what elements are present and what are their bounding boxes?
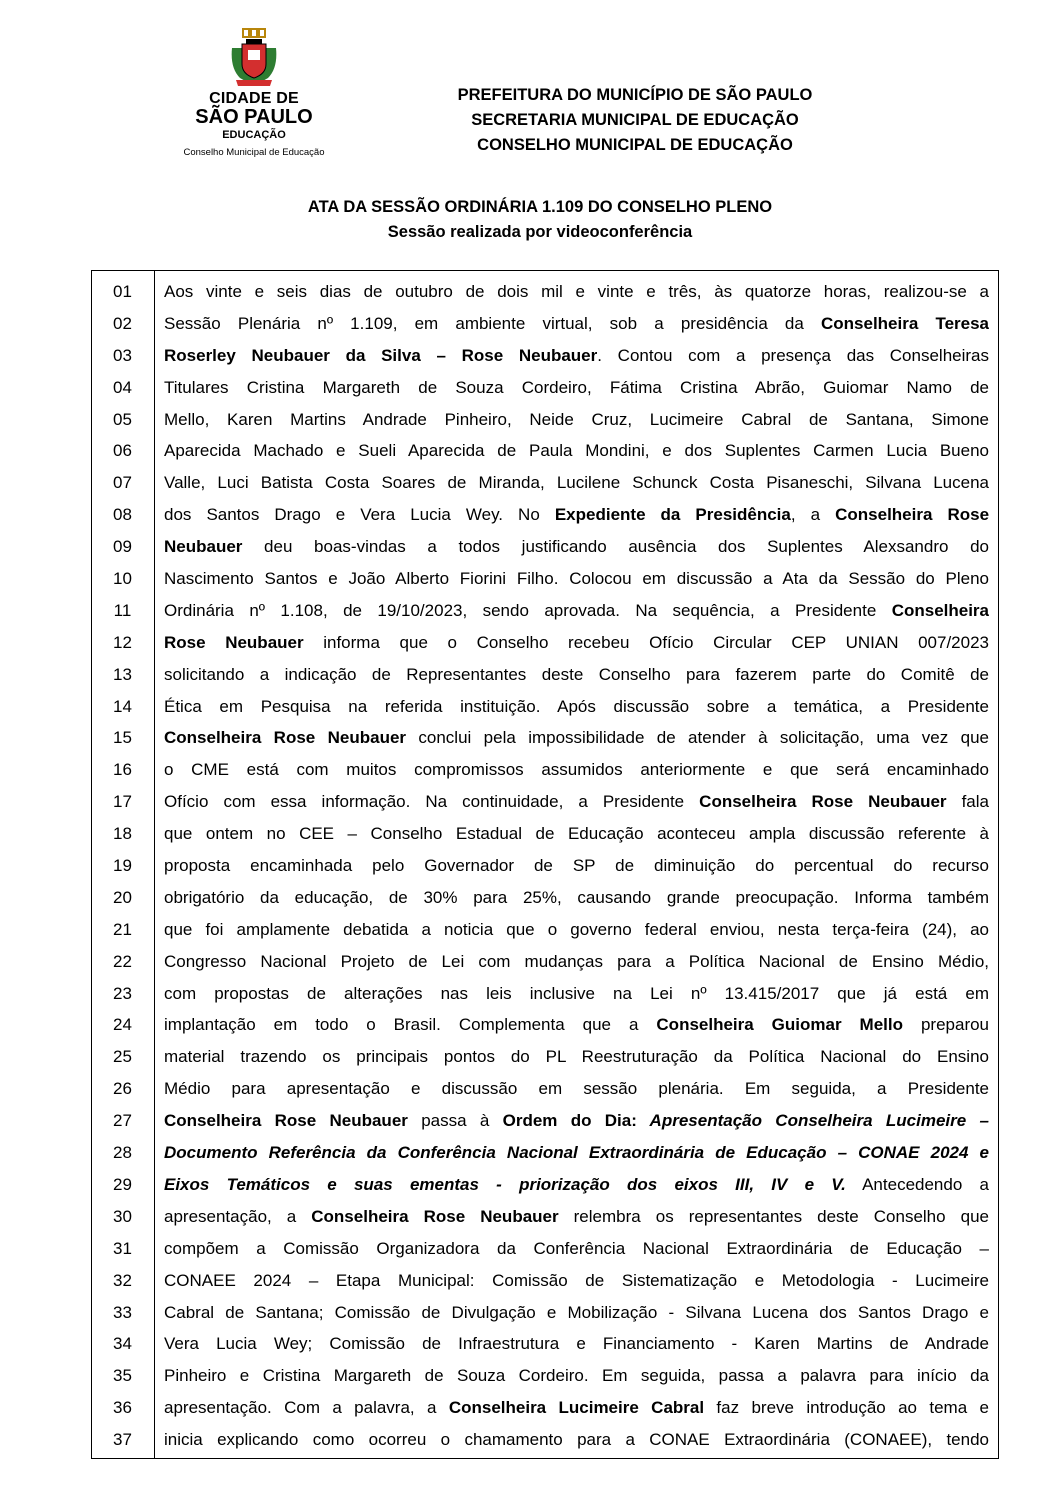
line-number-column bbox=[91, 276, 154, 1456]
minutes-text-line bbox=[164, 404, 989, 436]
bold-text-segment: Conselheira Lucimeire Cabral bbox=[448, 1398, 705, 1418]
logo-text-line1: CIDADE DE bbox=[209, 90, 299, 107]
line-number: 13 bbox=[113, 664, 132, 684]
bold-text-segment: Eixos Temáticos e suas ementas - priorização dos eixos III, IV e V. bbox=[164, 1174, 846, 1194]
line-number: 12 bbox=[113, 632, 132, 652]
bold-text-segment: Conselheira Rose Neubauer bbox=[699, 792, 947, 812]
text-segment: Ofício com essa informação. Na continuidade, a Presidente bbox=[164, 792, 700, 812]
minutes-text-line bbox=[164, 1201, 989, 1233]
text-segment: Titulares Cristina Margareth de Souza Cordeiro, Fátima Cristina Abrão, Guiomar Namo de bbox=[164, 377, 989, 397]
line-number: 35 bbox=[113, 1366, 132, 1386]
line-number: 02 bbox=[113, 313, 132, 333]
header-line1: PREFEITURA DO MUNICÍPIO DE SÃO PAULO bbox=[457, 86, 813, 104]
line-number: 15 bbox=[113, 728, 132, 748]
minutes-text-line bbox=[164, 499, 989, 531]
text-segment: informa que o Conselho recebeu Ofício Circular CEP UNIAN 007/2023 bbox=[303, 632, 989, 652]
minutes-text-line bbox=[164, 1073, 989, 1105]
bold-text-segment: Expediente da Presidência bbox=[554, 505, 791, 525]
line-number: 08 bbox=[113, 505, 132, 525]
minutes-text-line bbox=[164, 1424, 989, 1456]
minutes-text-line bbox=[164, 1297, 989, 1329]
text-segment: passa à bbox=[407, 1111, 503, 1131]
text-segment: dos Santos Drago e Vera Lucia Wey. No bbox=[164, 505, 555, 525]
bold-text-segment: Rose Neubauer bbox=[164, 632, 304, 652]
line-number: 11 bbox=[113, 600, 132, 620]
minutes-text-line bbox=[164, 786, 989, 818]
line-number: 21 bbox=[113, 919, 132, 939]
minutes-text-line bbox=[164, 722, 989, 754]
text-segment: preparou bbox=[903, 1015, 989, 1035]
minutes-text-line bbox=[164, 1233, 989, 1265]
text-segment: Antecedendo a bbox=[845, 1174, 989, 1194]
text-segment: . Contou com a presença das Conselheiras bbox=[597, 345, 989, 365]
document-subtitle: Sessão realizada por videoconferência bbox=[387, 223, 693, 241]
minutes-text-line bbox=[164, 882, 989, 914]
line-number: 27 bbox=[113, 1111, 132, 1131]
line-number: 36 bbox=[113, 1398, 132, 1418]
text-segment: que foi amplamente debatida a noticia que o governo federal enviou, nesta terça-feira (24), ao bbox=[164, 919, 989, 939]
minutes-text-line bbox=[164, 1009, 989, 1041]
text-segment: Pinheiro e Cristina Margareth de Souza Cordeiro. Em seguida, passa a palavra para início da bbox=[164, 1366, 989, 1386]
minutes-text-line bbox=[164, 1041, 989, 1073]
line-number: 23 bbox=[113, 983, 132, 1003]
bold-text-segment: Ordem do Dia: bbox=[502, 1111, 637, 1131]
minutes-text-line bbox=[164, 531, 989, 563]
minutes-text-line bbox=[164, 978, 989, 1010]
line-number: 19 bbox=[113, 856, 132, 876]
minutes-text-line bbox=[164, 627, 989, 659]
minutes-text-line bbox=[164, 563, 989, 595]
line-number: 10 bbox=[113, 569, 132, 589]
text-segment: Ordinária nº 1.108, de 19/10/2023, sendo aprovada. Na sequência, a Presidente bbox=[164, 600, 892, 620]
text-segment: Nascimento Santos e João Alberto Fiorini Filho. Colocou em discussão a Ata da Sessão do Pleno bbox=[164, 569, 989, 589]
text-segment: deu boas-vindas a todos justificando ausência dos Suplentes Alexsandro do bbox=[242, 537, 989, 557]
text-segment: o CME está com muitos compromissos assumidos anteriormente e que será encaminhado bbox=[164, 760, 989, 780]
bold-text-segment: Conselheira Rose Neubauer bbox=[164, 1111, 408, 1131]
header-line2: SECRETARIA MUNICIPAL DE EDUCAÇÃO bbox=[471, 111, 799, 129]
minutes-text-line bbox=[164, 818, 989, 850]
text-segment: CONAEE 2024 – Etapa Municipal: Comissão de Sistematização e Metodologia - Lucimeire bbox=[164, 1270, 989, 1290]
minutes-text-line bbox=[164, 1265, 989, 1297]
line-number: 09 bbox=[113, 537, 132, 557]
line-number: 03 bbox=[113, 345, 132, 365]
minutes-text-line bbox=[164, 691, 989, 723]
text-segment: apresentação. Com a palavra, a bbox=[164, 1398, 449, 1418]
line-number: 30 bbox=[113, 1206, 132, 1226]
text-segment: que ontem no CEE – Conselho Estadual de Educação aconteceu ampla discussão referente à bbox=[164, 824, 989, 844]
text-segment: Ética em Pesquisa na referida instituição. Após discussão sobre a temática, a Presidente bbox=[164, 696, 989, 716]
text-segment: solicitando a indicação de Representantes deste Conselho para fazerem parte do Comitê de bbox=[164, 664, 989, 684]
minutes-text-line bbox=[164, 1137, 989, 1169]
text-segment: Cabral de Santana; Comissão de Divulgação e Mobilização - Silvana Lucena dos Santos Drago e bbox=[164, 1302, 989, 1322]
minutes-text-line bbox=[164, 754, 989, 786]
bold-text-segment: Apresentação Conselheira Lucimeire – bbox=[636, 1111, 989, 1131]
text-segment: relembra os representantes deste Conselho que bbox=[558, 1206, 989, 1226]
line-number: 05 bbox=[113, 409, 132, 429]
text-segment: conclui pela impossibilidade de atender à solicitação, uma vez que bbox=[406, 728, 989, 748]
minutes-text-line bbox=[164, 1328, 989, 1360]
text-segment: material trazendo os principais pontos do PL Reestruturação da Política Nacional do Ensino bbox=[164, 1047, 989, 1067]
minutes-text-line bbox=[164, 1392, 989, 1424]
line-number: 26 bbox=[113, 1079, 132, 1099]
line-number: 34 bbox=[113, 1334, 132, 1354]
document-title: ATA DA SESSÃO ORDINÁRIA 1.109 DO CONSELHO PLENO bbox=[307, 198, 773, 216]
text-segment: obrigatório da educação, de 30% para 25%, causando grande preocupação. Informa também bbox=[164, 887, 989, 907]
line-number: 33 bbox=[113, 1302, 132, 1322]
text-segment: , a bbox=[790, 505, 836, 525]
bold-text-segment: Conselheira Teresa bbox=[820, 313, 989, 333]
bold-text-segment: Documento Referência da Conferência Nacional Extraordinária de Educação – CONAE 2024 e bbox=[164, 1143, 989, 1163]
line-number: 14 bbox=[113, 696, 132, 716]
line-number: 16 bbox=[113, 760, 132, 780]
header-line3: CONSELHO MUNICIPAL DE EDUCAÇÃO bbox=[477, 136, 793, 154]
text-segment: com propostas de alterações nas leis inclusive na Lei nº 13.415/2017 que já está em bbox=[164, 983, 989, 1003]
text-segment: Sessão Plenária nº 1.109, em ambiente virtual, sob a presidência da bbox=[164, 313, 821, 333]
minutes-text-line bbox=[164, 1169, 989, 1201]
line-number: 25 bbox=[113, 1047, 132, 1067]
column-divider bbox=[154, 270, 155, 1459]
line-number: 28 bbox=[113, 1143, 132, 1163]
line-number: 20 bbox=[113, 887, 132, 907]
line-number: 29 bbox=[113, 1174, 132, 1194]
minutes-text-line bbox=[164, 914, 989, 946]
minutes-text-line bbox=[164, 595, 989, 627]
text-segment: implantação em todo o Brasil. Complementa que a bbox=[164, 1015, 657, 1035]
text-segment: Congresso Nacional Projeto de Lei com mudanças para a Política Nacional de Ensino Médio, bbox=[164, 951, 989, 971]
minutes-text-line bbox=[164, 1105, 989, 1137]
logo-text-line4: Conselho Municipal de Educação bbox=[183, 147, 325, 158]
line-number: 32 bbox=[113, 1270, 132, 1290]
bold-text-segment: Roserley Neubauer da Silva – Rose Neubauer bbox=[164, 345, 598, 365]
line-number: 24 bbox=[113, 1015, 132, 1035]
text-segment: proposta encaminhada pelo Governador de SP de diminuição do percentual do recurso bbox=[164, 856, 989, 876]
coat-of-arms-icon bbox=[230, 28, 278, 90]
minutes-text-line bbox=[164, 372, 989, 404]
line-number: 18 bbox=[113, 824, 132, 844]
text-segment: apresentação, a bbox=[164, 1206, 312, 1226]
text-segment: faz breve introdução ao tema e bbox=[704, 1398, 989, 1418]
minutes-text-line bbox=[164, 1360, 989, 1392]
bold-text-segment: Conselheira bbox=[891, 600, 989, 620]
text-segment: compõem a Comissão Organizadora da Conferência Nacional Extraordinária de Educação – bbox=[164, 1238, 989, 1258]
text-segment: Aos vinte e seis dias de outubro de dois mil e vinte e três, às quatorze horas, realizou-se a bbox=[164, 282, 989, 301]
minutes-text-line bbox=[164, 276, 989, 308]
text-segment: Vera Lucia Wey; Comissão de Infraestrutura e Financiamento - Karen Martins de Andrade bbox=[164, 1334, 989, 1354]
minutes-text-line bbox=[164, 946, 989, 978]
minutes-text-line bbox=[164, 435, 989, 467]
line-number: 17 bbox=[113, 792, 132, 812]
minutes-text-line bbox=[164, 308, 989, 340]
bold-text-segment: Conselheira Rose Neubauer bbox=[164, 728, 407, 748]
bold-text-segment: Neubauer bbox=[164, 537, 243, 557]
line-number: 07 bbox=[113, 473, 132, 493]
line-number: 22 bbox=[113, 951, 132, 971]
text-segment: Valle, Luci Batista Costa Soares de Miranda, Lucilene Schunck Costa Pisaneschi, Silvana Lucena bbox=[164, 473, 989, 493]
line-number: 01 bbox=[113, 282, 132, 301]
text-segment: inicia explicando como ocorreu o chamamento para a CONAE Extraordinária (CONAEE), tendo bbox=[164, 1430, 989, 1450]
bold-text-segment: Conselheira Rose Neubauer bbox=[311, 1206, 559, 1226]
line-number: 06 bbox=[113, 441, 132, 461]
text-segment: Mello, Karen Martins Andrade Pinheiro, Neide Cruz, Lucimeire Cabral de Santana, Simone bbox=[164, 409, 989, 429]
bold-text-segment: Conselheira Guiomar Mello bbox=[656, 1015, 903, 1035]
minutes-text-line bbox=[164, 659, 989, 691]
logo-text-line3: EDUCAÇÃO bbox=[222, 129, 286, 141]
minutes-text-column bbox=[164, 276, 989, 1456]
text-segment: Médio para apresentação e discussão em sessão plenária. Em seguida, a Presidente bbox=[164, 1079, 989, 1099]
line-number: 31 bbox=[113, 1238, 132, 1258]
minutes-text-line bbox=[164, 467, 989, 499]
minutes-text-line bbox=[164, 850, 989, 882]
logo-text-line2: SÃO PAULO bbox=[195, 106, 313, 128]
line-number: 04 bbox=[113, 377, 132, 397]
text-segment: fala bbox=[946, 792, 989, 812]
minutes-text-line bbox=[164, 340, 989, 372]
city-logo bbox=[168, 28, 340, 166]
bold-text-segment: Conselheira Rose bbox=[835, 505, 989, 525]
text-segment: Aparecida Machado e Sueli Aparecida de Paula Mondini, e dos Suplentes Carmen Lucia Bueno bbox=[164, 441, 989, 461]
line-number: 37 bbox=[113, 1430, 132, 1450]
